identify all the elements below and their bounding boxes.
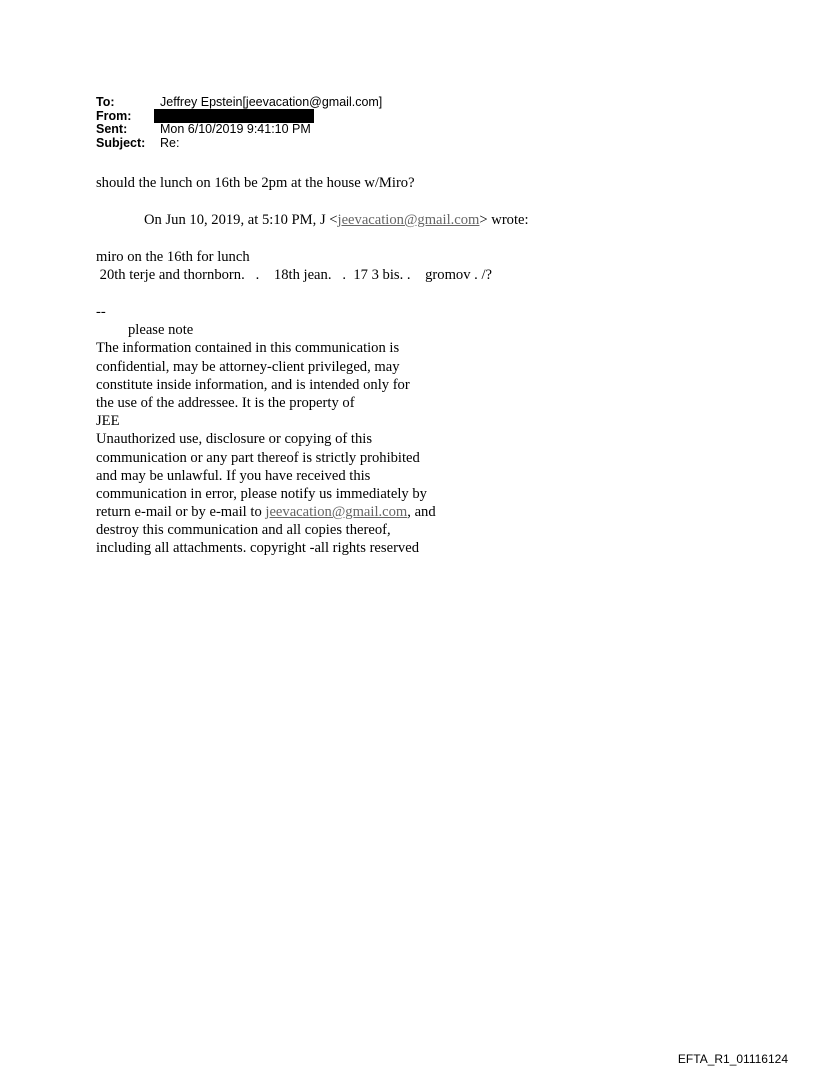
from-row	[96, 110, 382, 124]
disclaimer-line: including all attachments. copyright -all rights reserved	[96, 540, 419, 557]
quote-intro-line	[96, 211, 529, 229]
sent-value: Mon 6/10/2019 9:41:10 PM	[160, 122, 311, 136]
to-row	[96, 96, 382, 110]
subject-value: Re:	[160, 135, 180, 150]
quote-intro-suffix: > wrote:	[479, 212, 529, 228]
disclaimer-line: The information contained in this communication is	[96, 340, 400, 357]
disclaimer-line: communication in error, please notify us immediately by	[96, 485, 427, 502]
disclaimer-line: constitute inside information, and is intended only for	[96, 376, 410, 393]
reply-text	[96, 174, 415, 192]
quoted-line: 20th terje and thornborn. . 18th jean. . 17 3 bis. . gromov . /?	[96, 267, 492, 284]
document-id-footer: EFTA_R1_01116124	[677, 1052, 788, 1066]
signature-separator: --	[96, 304, 106, 320]
quoted-line: miro on the 16th for lunch	[96, 249, 250, 265]
quote-intro	[96, 211, 529, 229]
quote-intro-email-link[interactable]: jeevacation@gmail.com	[337, 212, 480, 228]
disclaimer-email-suffix: , and	[407, 504, 436, 521]
sent-row	[96, 123, 382, 137]
email-header	[96, 96, 382, 150]
disclaimer-line: confidential, may be attorney-client privileged, may	[96, 358, 400, 375]
disclaimer-line: destroy this communication and all copies thereof,	[96, 522, 391, 539]
disclaimer-line: and may be unlawful. If you have received this	[96, 467, 371, 484]
subject-label: Subject:	[96, 135, 146, 150]
disclaimer-line: communication or any part thereof is strictly prohibited	[96, 449, 420, 466]
subject-row	[96, 137, 382, 151]
reply-line: should the lunch on 16th be 2pm at the house w/Miro?	[96, 175, 415, 191]
sent-label: Sent:	[96, 122, 128, 136]
disclaimer-email-prefix: return e-mail or by e-mail to	[96, 504, 266, 521]
disclaimer-email-line	[96, 503, 436, 521]
signature-block	[96, 303, 436, 558]
quote-intro-prefix: On Jun 10, 2019, at 5:10 PM, J <	[144, 212, 338, 228]
disclaimer-line: the use of the addressee. It is the property of	[96, 394, 355, 411]
quoted-message	[96, 248, 492, 284]
disclaimer-line: Unauthorized use, disclosure or copying of this	[96, 431, 373, 448]
to-value: Jeffrey Epstein[jeevacation@gmail.com]	[160, 95, 383, 109]
disclaimer-line: JEE	[96, 413, 120, 430]
to-label: To:	[96, 95, 115, 109]
signature-title: please note	[128, 322, 194, 339]
from-label: From:	[96, 108, 132, 123]
disclaimer-email-link[interactable]: jeevacation@gmail.com	[265, 504, 408, 521]
redaction-bar	[154, 109, 314, 123]
